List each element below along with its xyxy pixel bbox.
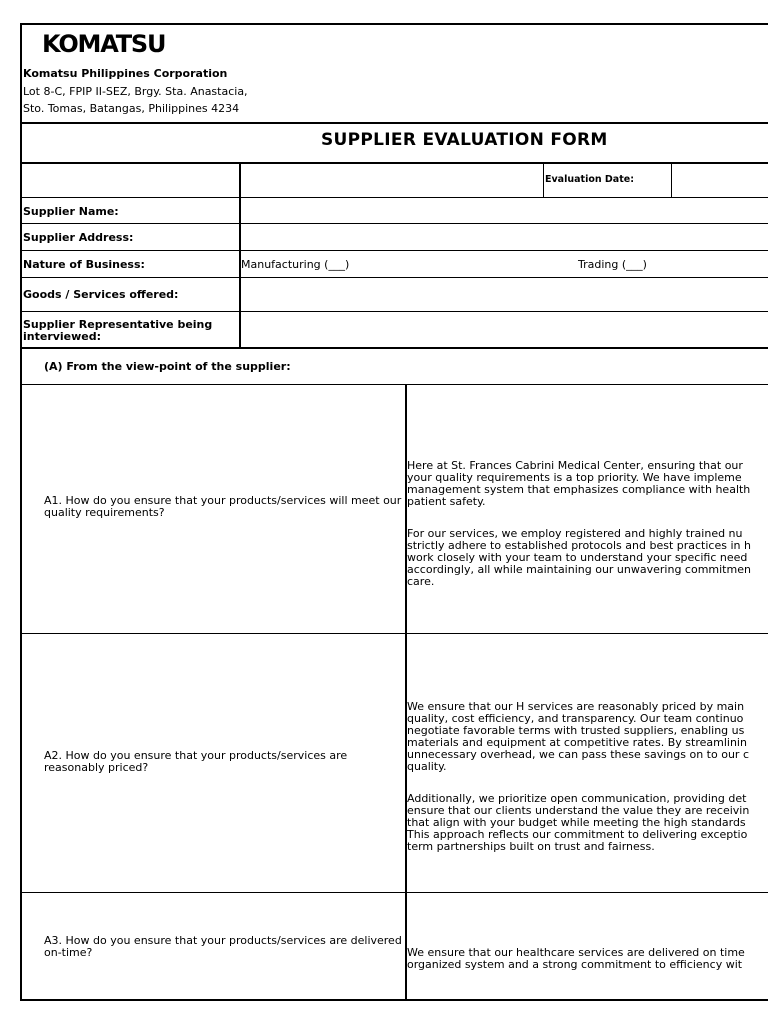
answer-a3-paragraph-1: We ensure that our healthcare services are delivered on time organized system and a strong commitment to efficiency wit: [407, 946, 745, 971]
question-a1: A1. How do you ensure that your products/services will meet our quality requirements?: [44, 494, 402, 519]
divider: [22, 384, 768, 385]
answer-a2-paragraph-1: We ensure that our H services are reasonably priced by main quality, cost efficiency, and transparency. Our team continuo negotiate favorable terms with trusted suppliers, enabling us materials and equipment at competitive rates. By streamlinin unnecessary overhead, we can pass these savings on to our c quality.: [407, 700, 749, 773]
evaluation-date-field[interactable]: [673, 164, 768, 197]
answer-a1-paragraph-1: Here at St. Frances Cabrini Medical Center, ensuring that our your quality requirements is a top priority. We have impleme management system that emphasizes compliance with health patient safety.: [407, 459, 751, 508]
answer-a2: [407, 689, 768, 873]
goods-services-field[interactable]: [241, 278, 768, 311]
answer-a3: [407, 935, 768, 991]
manufacturing-option[interactable]: Manufacturing (___): [241, 258, 350, 271]
representative-label-line-1: Supplier Representative being: [23, 318, 213, 331]
divider: [22, 162, 768, 164]
evaluation-date-label: Evaluation Date:: [545, 174, 634, 185]
question-a2: A2. How do you ensure that your products/services are reasonably priced?: [44, 749, 348, 774]
address-line-1: Lot 8-C, FPIP II-SEZ, Brgy. Sta. Anastacia,: [23, 85, 248, 98]
divider: [22, 892, 768, 893]
komatsu-logo: [42, 31, 176, 55]
supplier-name-label: Supplier Name:: [23, 205, 119, 218]
supplier-name-field[interactable]: [241, 198, 768, 223]
grid-divider: [671, 164, 672, 197]
address-line-2: Sto. Tomas, Batangas, Philippines 4234: [23, 102, 240, 115]
divider: [22, 347, 768, 349]
representative-field[interactable]: [241, 312, 768, 347]
supplier-address-label: Supplier Address:: [23, 231, 134, 244]
form-title: SUPPLIER EVALUATION FORM: [321, 130, 608, 150]
answer-a1: [407, 448, 768, 608]
grid-divider: [543, 164, 544, 197]
supplier-address-field[interactable]: [241, 224, 768, 250]
answer-a1-paragraph-2: For our services, we employ registered and highly trained nu strictly adhere to established protocols and best practices in h work closely with your team to understand your specific need accordingly, all while maintaining our unwavering commitmen care.: [407, 527, 751, 588]
section-a-heading: (A) From the view-point of the supplier:: [44, 360, 291, 373]
divider: [22, 122, 768, 124]
goods-services-label: Goods / Services offered:: [23, 288, 179, 301]
question-a3: A3. How do you ensure that your products/services are delivered on-time?: [44, 934, 402, 959]
divider: [22, 633, 768, 634]
svg-text:KOMATSU: KOMATSU: [42, 31, 166, 55]
trading-option[interactable]: Trading (___): [578, 258, 647, 271]
representative-label-line-2: interviewed:: [23, 330, 102, 343]
nature-of-business-label: Nature of Business:: [23, 258, 145, 271]
divider: [22, 250, 768, 251]
answer-a2-paragraph-2: Additionally, we prioritize open communication, providing det ensure that our clients understand the value they are receivin that align with your budget while meeting the high standards This approach reflects our commitment to delivering exceptio term partnerships built on trust and fairness.: [407, 792, 750, 853]
evaluation-form-sheet: [20, 23, 768, 1001]
company-name: Komatsu Philippines Corporation: [23, 67, 228, 80]
